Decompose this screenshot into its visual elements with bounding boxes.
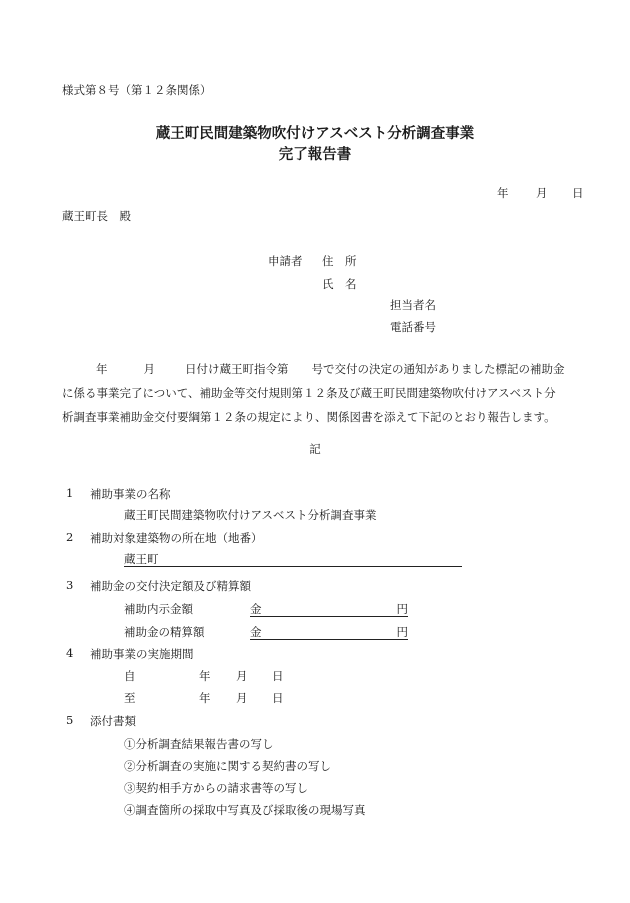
item3-row2-amount-field (250, 624, 408, 640)
item4-number: 4 (66, 646, 74, 660)
item4-to: 至 (124, 691, 136, 705)
body-line1 (62, 357, 582, 381)
date-month: 月 (536, 186, 548, 200)
item4-from: 自 (124, 669, 136, 683)
item2-label: 補助対象建築物の所在地（地番） (90, 531, 263, 545)
item4-from-month: 月 (236, 669, 248, 683)
item3-row1-kin: 金 (250, 602, 262, 616)
addressee: 蔵王町長 殿 (62, 209, 131, 223)
item4-label: 補助事業の実施期間 (90, 647, 194, 661)
item4-to-month: 月 (236, 691, 248, 705)
item1-number: 1 (66, 486, 74, 500)
item5-doc-2: ②分析調査の実施に関する契約書の写し (124, 759, 331, 773)
item4-from-year: 年 (199, 669, 211, 683)
ki-heading: 記 (309, 442, 321, 456)
item3-row2-kin: 金 (250, 625, 262, 639)
body-line3: 析調査事業補助金交付要綱第１２条の規定により、関係図書を添えて下記のとおり報告します。 (62, 410, 556, 424)
form-number: 様式第８号（第１２条関係） (62, 83, 212, 97)
body-paragraph (62, 357, 582, 429)
applicant-address-label: 住 所 (322, 254, 357, 268)
item5-doc-4: ④調査箇所の採取中写真及び採取後の現場写真 (124, 803, 366, 817)
body-line1-text: 日付け蔵王町指令第 号で交付の決定の通知がありました標記の補助金 (185, 362, 565, 376)
item1-label: 補助事業の名称 (90, 487, 171, 501)
item5-doc-1: ①分析調査結果報告書の写し (124, 737, 274, 751)
applicant-phone-label: 電話番号 (390, 320, 436, 334)
item3-row1-en: 円 (396, 602, 408, 616)
item4-from-day: 日 (272, 669, 284, 683)
body-year: 年 (96, 362, 108, 376)
item2-number: 2 (66, 530, 74, 544)
applicant-name-label: 氏 名 (322, 277, 357, 291)
applicant-label: 申請者 (268, 254, 303, 268)
item3-number: 3 (66, 578, 74, 592)
item3-row1-amount-field (250, 601, 408, 617)
body-month: 月 (143, 362, 155, 376)
document-title-line1: 蔵王町民間建築物吹付けアスベスト分析調査事業 (155, 126, 475, 142)
item3-row1-label: 補助内示金額 (124, 602, 193, 616)
item4-to-day: 日 (272, 691, 284, 705)
body-line2: に係る事業完了について、補助金等交付規則第１２条及び蔵王町民間建築物吹付けアスベスト分 (62, 386, 556, 400)
date-day: 日 (572, 186, 584, 200)
item2-location-field (124, 551, 462, 567)
item2-value: 蔵王町 (124, 552, 159, 566)
document-title-line2: 完了報告書 (278, 147, 352, 163)
item1-value: 蔵王町民間建築物吹付けアスベスト分析調査事業 (124, 508, 377, 522)
item5-doc-3: ③契約相手方からの請求書等の写し (124, 781, 308, 795)
item3-label: 補助金の交付決定額及び精算額 (90, 579, 251, 593)
item5-label: 添付書類 (90, 714, 136, 728)
item4-to-year: 年 (199, 691, 211, 705)
date-year: 年 (497, 186, 509, 200)
item3-row2-en: 円 (396, 625, 408, 639)
item5-number: 5 (66, 713, 74, 727)
item3-row2-label: 補助金の精算額 (124, 625, 205, 639)
applicant-contact-label: 担当者名 (390, 298, 436, 312)
